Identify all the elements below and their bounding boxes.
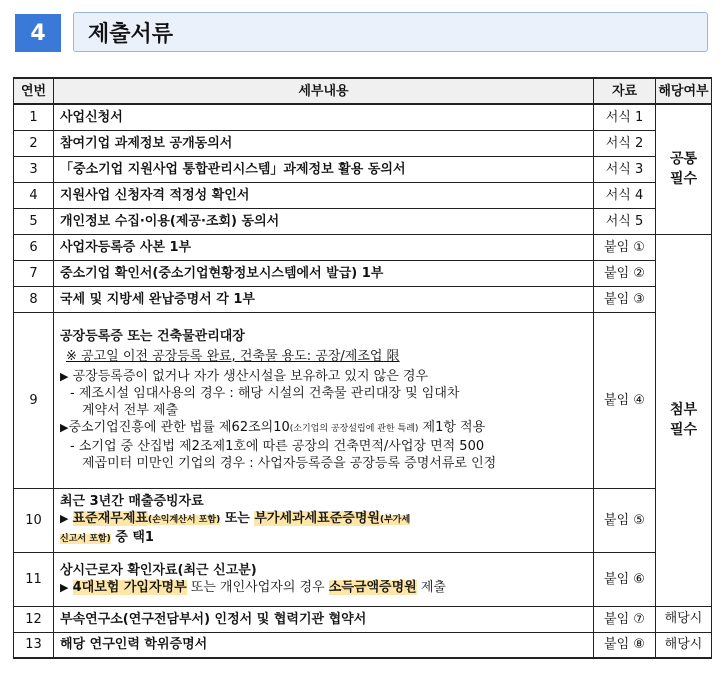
row-detail: 국세 및 지방세 완납증명서 각 1부	[54, 286, 594, 312]
row-material: 서식 1	[594, 104, 656, 130]
table-row	[14, 234, 712, 260]
table-row	[14, 156, 712, 182]
row-material: 붙임 ⑥	[594, 552, 656, 606]
header-applicability: 해당여부	[656, 78, 712, 104]
row-material: 붙임 ②	[594, 260, 656, 286]
bullet-icon: ▶	[60, 421, 69, 434]
table-row	[14, 104, 712, 130]
row-material: 서식 3	[594, 156, 656, 182]
workers-options: ▶ 4대보험 가입자명부 또는 개인사업자의 경우 소득금액증명원 제출	[60, 580, 446, 595]
row-no: 6	[14, 234, 54, 260]
row-material: 붙임 ⑧	[594, 632, 656, 658]
bullet-icon: ▶	[60, 370, 69, 383]
bullet-icon: ▶	[60, 511, 69, 525]
group-attach-line2: 필수	[669, 422, 698, 438]
header-detail: 세부내용	[54, 78, 594, 104]
row-detail: 사업신청서	[54, 104, 594, 130]
table-row	[14, 552, 712, 606]
factory-bullet-1: ▶ 공장등록증이 없거나 자가 생산시설을 보유하고 있지 않은 경우	[60, 369, 429, 384]
factory-sub-2b: 제곱미터 미만인 기업의 경우 : 사업자등록증을 공장등록 증명서류로 인정	[82, 456, 497, 471]
table-row	[14, 182, 712, 208]
documents-table	[13, 77, 712, 659]
row-no: 5	[14, 208, 54, 234]
workers-title: 상시근로자 확인자료(최근 신고분)	[60, 563, 257, 578]
row-detail: 참여기업 과제정보 공개동의서	[54, 130, 594, 156]
row-material: 서식 5	[594, 208, 656, 234]
section-title: 제출서류	[73, 12, 708, 52]
row-no: 11	[14, 552, 54, 606]
row-applicability: 해당시	[656, 632, 712, 658]
row-no: 8	[14, 286, 54, 312]
row-applicability: 해당시	[656, 606, 712, 632]
row-detail-factory	[54, 312, 594, 488]
row-no: 3	[14, 156, 54, 182]
row-detail: 부속연구소(연구전담부서) 인정서 및 협력기관 협약서	[54, 606, 594, 632]
group-common-line2: 필수	[669, 171, 698, 188]
row-no: 10	[14, 488, 54, 552]
section-number: 4	[15, 14, 61, 52]
factory-sub-1: - 제조시설 임대사용의 경우 : 해당 시설의 건축물 관리대장 및 임대차	[70, 386, 460, 401]
table-row	[14, 130, 712, 156]
factory-title: 공장등록증 또는 건축물관리대장	[60, 329, 245, 344]
factory-note: ※ 공고일 이전 공장등록 완료, 건축물 용도: 공장/제조업 限	[66, 349, 400, 364]
row-material: 붙임 ⑤	[594, 488, 656, 552]
row-detail-sales	[54, 488, 594, 552]
factory-sub-2: - 소기업 중 산집법 제2조제1호에 따른 공장의 건축면적/사업장 면적 500	[70, 439, 485, 454]
row-no: 9	[14, 312, 54, 488]
table-header-row	[14, 78, 712, 104]
sales-options: ▶ 표준재무제표(손익계산서 포함) 또는 부가세과세표준증명원(부가세	[60, 510, 411, 526]
group-attach-required	[656, 234, 712, 606]
group-common-line1: 공통	[669, 151, 698, 168]
table-row	[14, 260, 712, 286]
row-material: 서식 4	[594, 182, 656, 208]
row-material: 서식 2	[594, 130, 656, 156]
row-material: 붙임 ③	[594, 286, 656, 312]
table-row	[14, 286, 712, 312]
row-detail: 중소기업 확인서(중소기업현황정보시스템에서 발급) 1부	[54, 260, 594, 286]
row-detail: 「중소기업 지원사업 통합관리시스템」과제정보 활용 동의서	[54, 156, 594, 182]
row-no: 4	[14, 182, 54, 208]
sales-options-cont: 신고서 포함) 중 택1	[60, 529, 154, 545]
header-material: 자료	[594, 78, 656, 104]
row-detail: 개인정보 수집·이용(제공·조회) 동의서	[54, 208, 594, 234]
row-detail: 사업자등록증 사본 1부	[54, 234, 594, 260]
table-row	[14, 312, 712, 488]
row-detail: 해당 연구인력 학위증명서	[54, 632, 594, 658]
row-material: 붙임 ⑦	[594, 606, 656, 632]
row-no: 7	[14, 260, 54, 286]
row-no: 1	[14, 104, 54, 130]
row-no: 13	[14, 632, 54, 658]
table-row	[14, 208, 712, 234]
table-row	[14, 488, 712, 552]
bullet-icon: ▶	[60, 581, 69, 594]
group-common-required	[656, 104, 712, 234]
row-no: 2	[14, 130, 54, 156]
row-detail-workers	[54, 552, 594, 606]
factory-bullet-2: ▶중소기업진흥에 관한 법률 제62조의10(소기업의 공장설립에 관한 특례) 제1항 적용	[60, 420, 486, 435]
group-attach-line1: 첨부	[669, 402, 698, 418]
row-material: 붙임 ①	[594, 234, 656, 260]
row-material: 붙임 ④	[594, 312, 656, 488]
row-detail: 지원사업 신청자격 적정성 확인서	[54, 182, 594, 208]
row-no: 12	[14, 606, 54, 632]
factory-sub-1b: 계약서 전부 제출	[82, 403, 179, 418]
table-row	[14, 632, 712, 658]
section-header	[15, 12, 710, 54]
header-no: 연번	[14, 78, 54, 104]
table-row	[14, 606, 712, 632]
sales-title: 최근 3년간 매출증빙자료	[60, 493, 204, 509]
